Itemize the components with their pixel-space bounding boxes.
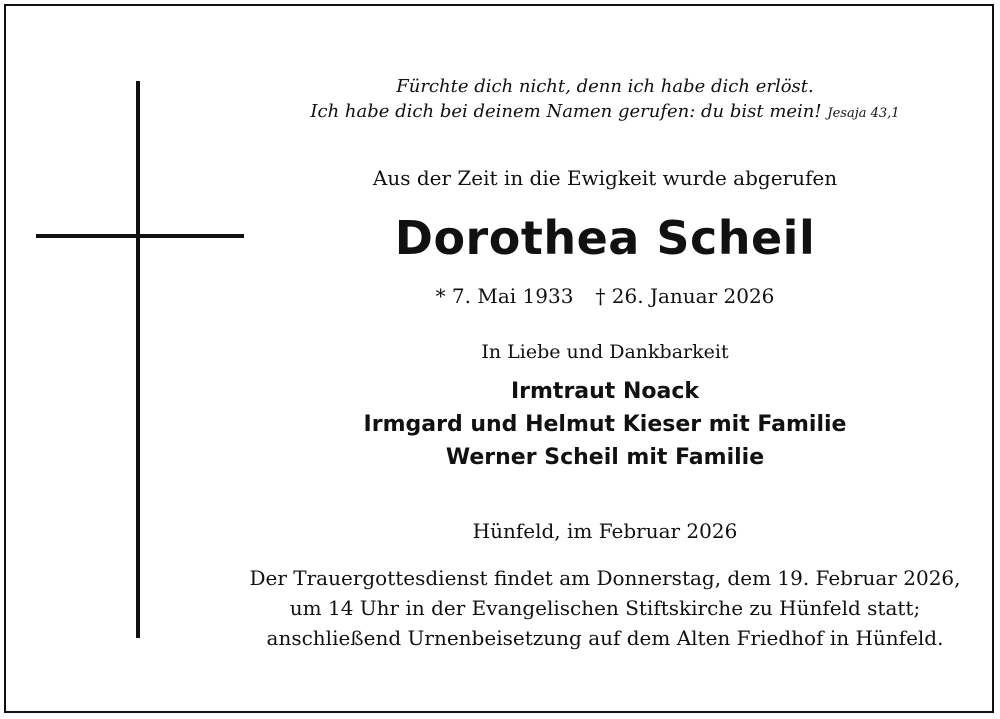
intro-text: Aus der Zeit in die Ewigkeit wurde abgerufen	[372, 166, 838, 190]
service-line-3: anschließend Urnenbeisetzung auf dem Alten Friedhof in Hünfeld.	[266, 626, 944, 650]
place-date: Hünfeld, im Februar 2026	[472, 519, 738, 543]
service-line-1: Der Trauergottesdienst findet am Donnerstag, dem 19. Februar 2026,	[249, 566, 961, 590]
mourner-3: Werner Scheil mit Familie	[445, 445, 765, 470]
verse-reference: Jesaja 43,1	[827, 106, 900, 121]
service-info	[240, 563, 970, 653]
birth-date: * 7. Mai 1933	[435, 284, 574, 308]
mourners-list	[240, 375, 970, 474]
verse-line-2	[240, 99, 970, 126]
deceased-name: Dorothea Scheil	[394, 211, 816, 265]
mourner-2: Irmgard und Helmut Kieser mit Familie	[363, 412, 847, 437]
verse-line-1: Fürchte dich nicht, denn ich habe dich erlöst.	[396, 76, 814, 97]
mourner-1: Irmtraut Noack	[510, 379, 700, 404]
cross-horizontal-bar	[36, 234, 244, 238]
bible-verse	[240, 74, 970, 126]
verse-line-2-text: Ich habe dich bei deinem Namen gerufen: du bist mein!	[310, 101, 822, 122]
love-line: In Liebe und Dankbarkeit	[481, 341, 729, 363]
death-date: † 26. Januar 2026	[595, 284, 775, 308]
cross-vertical-bar	[136, 81, 140, 638]
life-dates	[240, 282, 970, 310]
service-line-2: um 14 Uhr in der Evangelischen Stiftskirche zu Hünfeld statt;	[289, 596, 921, 620]
